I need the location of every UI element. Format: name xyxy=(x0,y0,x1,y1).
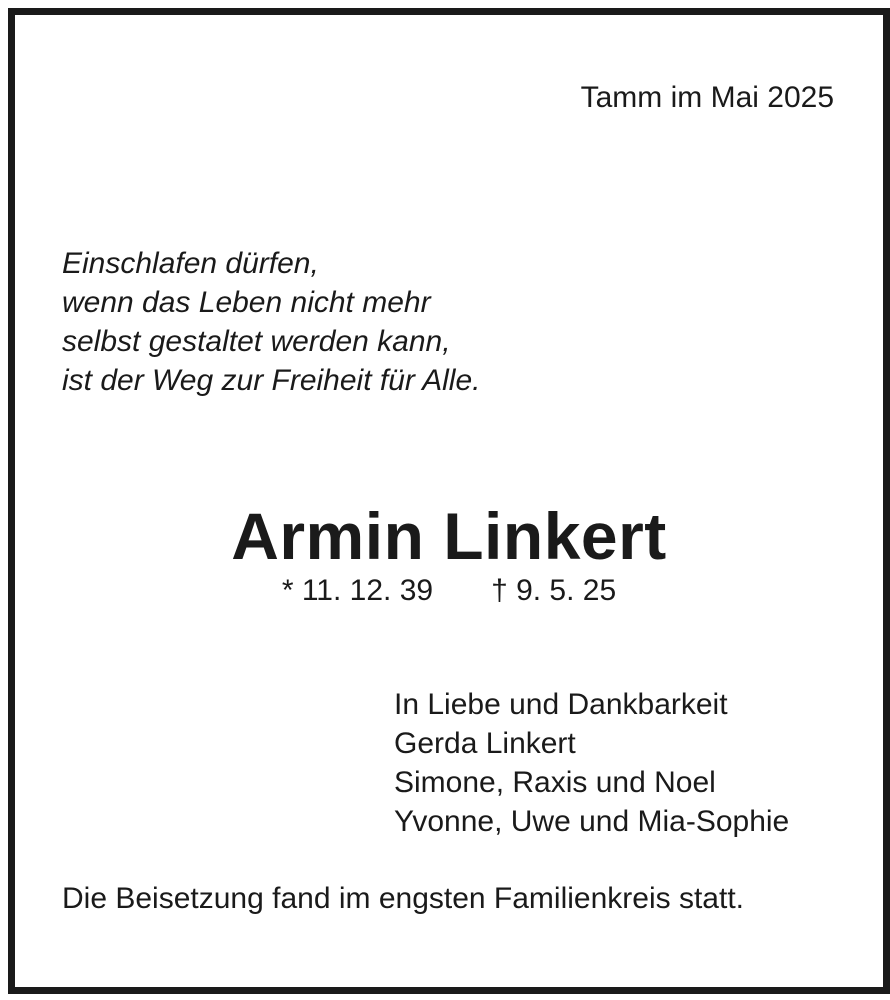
mourners-line: In Liebe und Dankbarkeit xyxy=(394,688,728,721)
poem-line: selbst gestaltet werden kann, xyxy=(62,325,451,358)
poem-line: Einschlafen dürfen, xyxy=(62,247,319,280)
obituary-notice xyxy=(8,8,890,994)
mourners-line: Yvonne, Uwe und Mia-Sophie xyxy=(394,805,790,838)
poem xyxy=(62,244,480,400)
deceased-name: Armin Linkert xyxy=(231,499,667,573)
mourners-line: Gerda Linkert xyxy=(394,727,576,760)
birth-date: * 11. 12. 39 xyxy=(281,574,434,607)
mourners-list xyxy=(394,685,789,841)
poem-line: wenn das Leben nicht mehr xyxy=(62,286,431,319)
poem-line: ist der Weg zur Freiheit für Alle. xyxy=(62,364,481,397)
life-dates xyxy=(15,573,883,609)
mourners-line: Simone, Raxis und Noel xyxy=(394,766,716,799)
place-and-date: Tamm im Mai 2025 xyxy=(580,81,834,114)
death-date: † 9. 5. 25 xyxy=(491,574,617,607)
burial-note: Die Beisetzung fand im engsten Familienkreis statt. xyxy=(62,882,744,915)
